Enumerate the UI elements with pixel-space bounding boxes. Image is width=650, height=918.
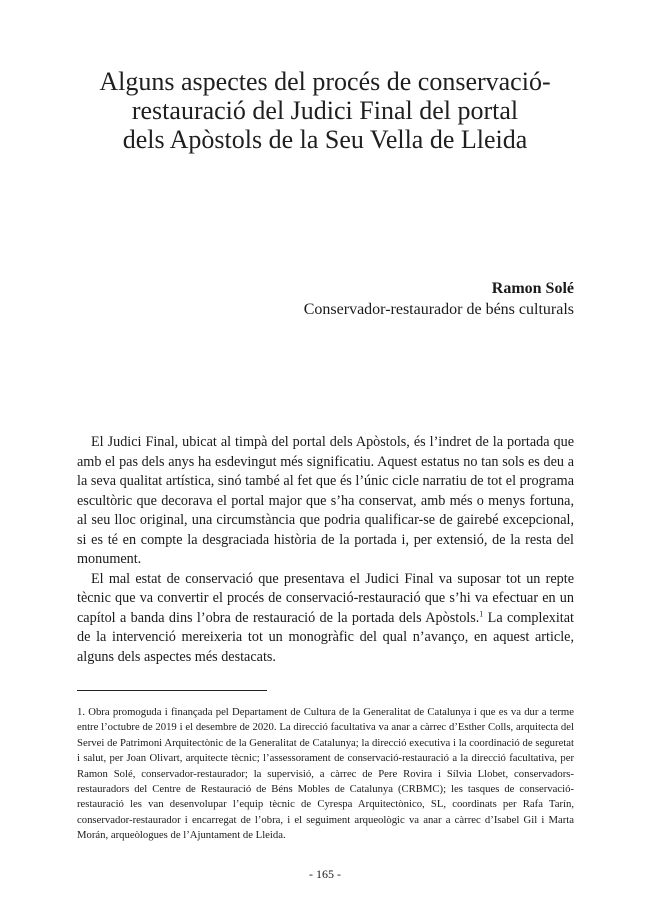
title-line-1: Alguns aspectes del procés de conservació- — [99, 67, 551, 96]
footnote — [77, 705, 574, 844]
body-paragraph-1: El Judici Final, ubicat al timpà del portal dels Apòstols, és l’indret de la portada que amb el pas dels anys ha esdevingut més significatiu. Aquest estatus no tan sols es deu a la seva qualitat artística, sinó també al fet que és l’únic cicle narratiu de tot el programa escultòric que decorava el portal major que s’ha conservat, amb més o menys fortuna, al seu lloc original, una circumstància que podria qualificar-se de gairebé excepcional, si es té en compte la desgraciada història de la portada i, per extensió, de la resta del monument. — [77, 434, 574, 567]
body-paragraph-2-continued: La complexitat de la intervenció mereixeria tot un monogràfic del qual n’avanço, en aquest article, alguns dels aspectes més destacats. — [77, 609, 574, 665]
footnote-separator — [77, 690, 267, 691]
footnote-marker[interactable]: 1 — [479, 608, 484, 618]
author-affiliation: Conservador-restaurador de béns culturals — [303, 301, 574, 318]
article-body — [77, 433, 574, 667]
footnote-text: 1. Obra promoguda i finançada pel Departament de Cultura de la Generalitat de Catalunya i que es va dur a terme entre l’octubre de 2019 i el desembre de 2020. La direcció facultativa va anar a càrrec d’Esther Colls, arquitecta del Servei de Patrimoni Arquitectònic de la Generalitat de Catalunya; la direcció executiva i la coordinació de seguretat i salut, per Joan Olivart, arquitecte tècnic; l’assessorament de conservació-restauració a la direcció facultativa, per Ramon Solé, conservador-restaurador; la supervisió, a càrrec de Pere Rovira i Sílvia Llobet, conservadors-restauradors del Centre de Restauració de Béns Mobles de Catalunya (CRBMC); les tasques de conservació-restauració les van desenvolupar l’equip tècnic de Cyrespa Arquitectònico, SL, coordinats per Rafa Tarín, conservador-restaurador i encarregat de l’obra, i el seguiment arqueològic va anar a càrrec d’Isabel Gil i Marta Morán, arqueòlogues de l’Ajuntament de Lleida. — [77, 706, 574, 842]
body-paragraph-2 — [77, 570, 574, 668]
page-number: - 165 - — [309, 867, 341, 881]
title-line-2: restauració del Judici Final del portal — [131, 96, 519, 125]
article-title — [60, 67, 590, 154]
author-name: Ramon Solé — [491, 280, 574, 297]
body-paragraph-2-text: El mal estat de conservació que presentava el Judici Final va suposar tot un repte tècnic que va convertir el procés de conservació-restauració que s’hi va efectuar en un capítol a banda dins l’obra de restauració de la portada dels Apòstols. — [77, 570, 574, 626]
title-line-3: dels Apòstols de la Seu Vella de Lleida — [122, 125, 528, 154]
